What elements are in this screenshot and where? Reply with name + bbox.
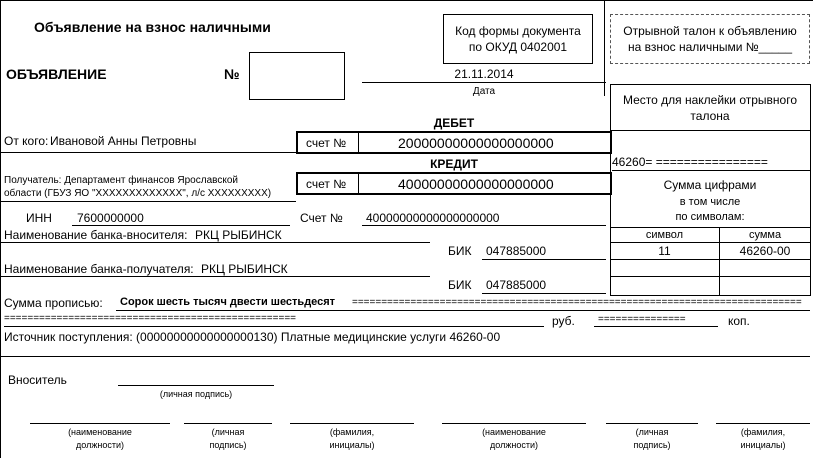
sig4-line1: (наименование [482,427,546,437]
amount-words-fill2: ================================================== [4,313,296,324]
bik2-label: БИК [448,278,472,292]
debit-account-label: счет № [306,136,347,150]
sig1-line1: (наименование [68,427,132,437]
symbols-top [610,227,811,228]
inn-value: 7600000000 [77,211,144,225]
bank-recipient-value: РКЦ РЫБИНСК [201,262,288,276]
from-label: От кого: [4,134,49,148]
symbol-value: 11 [658,244,671,258]
symbols-row2-line [610,276,811,277]
bik1-value: 047885000 [486,244,547,258]
col-sum: сумма [748,229,782,241]
breakdown-line1: в том числе [679,196,741,208]
sig-line-1[interactable] [30,423,170,424]
credit-account[interactable]: 40000000000000000000 [398,176,554,192]
breakdown-line2: по символам: [675,211,745,223]
date-label: Дата [472,86,496,97]
inn-label: ИНН [26,211,52,225]
col-symbol: символ [645,229,684,241]
credit-box [296,172,612,195]
sig-line-6[interactable] [716,423,810,424]
sig-line-2[interactable] [184,423,272,424]
from-name: Ивановой Анны Петровны [50,134,197,148]
form-title: Объявление на взнос наличными [34,19,271,35]
okud-box [443,14,593,64]
sig2-line1: (личная [211,427,245,437]
credit-title: КРЕДИТ [430,157,478,171]
account2-line [362,225,606,226]
source-line [0,356,810,357]
recipient-line1: Получатель: Департамент финансов Ярославской [4,175,238,186]
credit-divider [358,174,359,193]
okud-line1: Код формы документа [455,24,581,38]
number-box[interactable] [249,52,345,100]
amount-words-label: Сумма прописью: [4,296,103,310]
inn-line [72,225,290,226]
bik2-line [482,293,606,294]
sticker-line2: талона [690,109,730,123]
sig-line-4[interactable] [442,423,586,424]
bank-recipient-label: Наименование банка-получателя: [4,262,194,276]
depositor-label: Вноситель [8,373,67,387]
sig5-line1: (личная [635,427,669,437]
sig-line-3[interactable] [290,423,414,424]
sig3-line1: (фамилия, [329,427,375,437]
okud-line2: по ОКУД 0402001 [468,40,568,54]
kop-line [594,326,718,327]
date-line [362,82,606,83]
bik1-label: БИК [448,244,472,258]
recipient-line [0,201,296,202]
amount-words-value: Сорок шесть тысяч двести шестьдесят [120,296,336,308]
sig1-line2: должности) [76,440,124,450]
talon-box [610,14,810,64]
source-text: Источник поступления: (00000000000000000130) Платные медицинские услуги 46260-00 [4,330,501,344]
kop-label: коп. [728,314,750,328]
account2-label: Счет № [300,211,343,225]
talon-line2: на взнос наличными №_____ [627,40,793,54]
debit-account[interactable]: 20000000000000000000 [398,135,554,151]
rub-label: руб. [552,314,575,328]
sticker-bottom [610,130,811,131]
amount-digits-label: Сумма цифрами [663,178,757,192]
sig6-line1: (фамилия, [740,427,786,437]
amount-digits-line [612,170,810,171]
sig3-line2: инициалы) [329,440,375,450]
depositor-sign-line[interactable] [118,385,274,386]
kop-fill: =============== [598,314,686,325]
debit-title: ДЕБЕТ [433,116,475,130]
amount-words-line [116,310,810,311]
amount-words-fill: ============================================================================= [352,297,802,308]
bank-payer-label: Наименование банка-вносителя: [4,228,188,242]
date-value: 21.11.2014 [454,67,514,81]
header-label: ОБЪЯВЛЕНИЕ [6,66,107,82]
account2-value: 40000000000000000000 [366,211,500,225]
recipient-line2: области (ГБУЗ ЯО "ХХХХХХХХХХХХХ", л/с ХХХХХХХХХ) [4,188,272,199]
from-line [0,152,296,153]
amount-words-line2 [4,326,544,327]
debit-divider [358,133,359,152]
sticker-line1: Место для наклейки отрывного [622,93,798,107]
left-border [0,0,1,458]
sig6-line2: инициалы) [740,440,786,450]
depositor-sign-label: (личная подпись) [159,389,233,399]
bik1-line [482,259,606,260]
amount-digits: 46260= ================ [612,155,768,169]
sum-value: 46260-00 [739,244,791,258]
top-border [0,0,813,1]
bank-payer-line [0,242,430,243]
talon-line1: Отрывной талон к объявлению [623,24,797,38]
sig-line-5[interactable] [606,423,698,424]
debit-box [296,131,612,154]
symbols-header-line [610,242,811,243]
bik2-value: 047885000 [486,278,547,292]
symbols-row1-line [610,259,811,260]
bank-recipient-line [0,276,430,277]
sig2-line2: подпись) [209,440,247,450]
bank-payer-value: РКЦ РЫБИНСК [195,228,282,242]
number-sign: № [224,66,240,82]
sig4-line2: должности) [490,440,538,450]
credit-account-label: счет № [306,177,347,191]
sig5-line2: подпись) [633,440,671,450]
